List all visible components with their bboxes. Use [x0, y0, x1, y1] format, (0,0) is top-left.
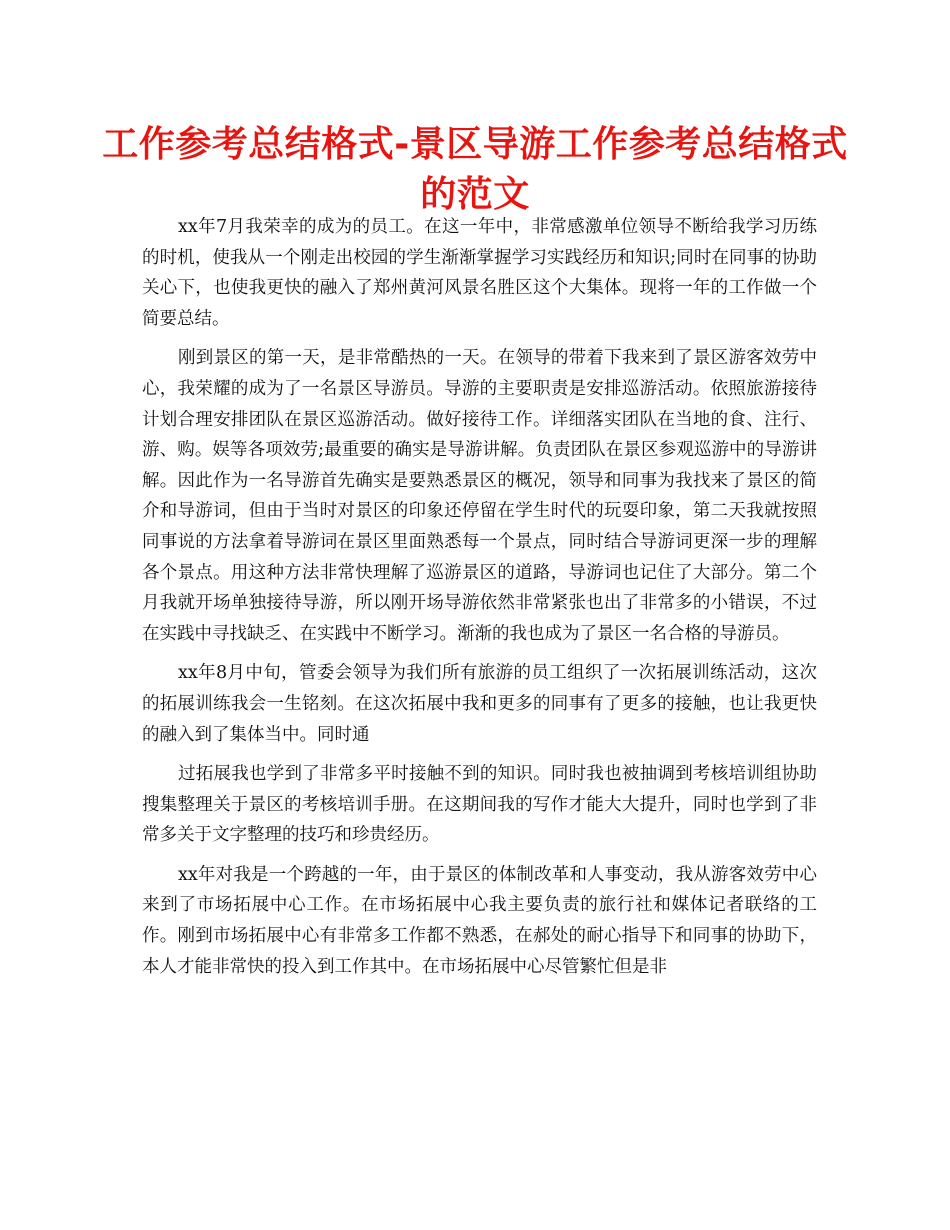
paragraph-2: 刚到景区的第一天，是非常酷热的一天。在领导的带着下我来到了景区游客效劳中心，我荣耀的成为了一名景区导游员。导游的主要职责是安排巡游活动。依照旅游接待计划合理安排团队在景区巡游活动。做好接待工作。详细落实团队在当地的食、注行、游、购。娱等各项效劳;最重要的确实是导游讲解。负责团队在景区参观巡游中的导游讲解。因此作为一名导游首先确实是要熟悉景区的概况，领导和同事为我找来了景区的简介和导游词，但由于当时对景区的印象还停留在学生时代的玩耍印象，第二天我就按照同事说的方法拿着导游词在景区里面熟悉每一个景点，同时结合导游词更深一步的理解各个景点。用这种方法非常快理解了巡游景区的道路，导游词也记住了大部分。第二个月我就开场单独接待导游，所以刚开场导游依然非常紧张也出了非常多的小错误，不过在实践中寻找缺乏、在实践中不断学习。渐渐的我也成为了景区一名合格的导游员。: [142, 348, 817, 644]
paragraph-5: xx年对我是一个跨越的一年，由于景区的体制改革和人事变动，我从游客效劳中心来到了市场拓展中心工作。在市场拓展中心我主要负责的旅行社和媒体记者联络的工作。刚到市场拓展中心有非常多工作都不熟悉，在郝处的耐心指导下和同事的协助下，本人才能非常快的投入到工作其中。在市场拓展中心尽管繁忙但是非: [142, 864, 817, 977]
paragraph-4: 过拓展我也学到了非常多平时接触不到的知识。同时我也被抽调到考核培训组协助搜集整理关于景区的考核培训手册。在这期间我的写作才能大大提升，同时也学到了非常多关于文字整理的技巧和珍贵经历。: [142, 764, 817, 846]
paragraph-1: xx年7月我荣幸的成为的员工。在这一年中，非常感激单位领导不断给我学习历练的时机，使我从一个刚走出校园的学生渐渐掌握学习实践经历和知识;同时在同事的协助关心下，也使我更快的融入了郑州黄河风景名胜区这个大集体。现将一年的工作做一个简要总结。: [142, 217, 817, 329]
document-body: [142, 212, 817, 991]
document-title: 工作参考总结格式-景区导游工作参考总结格式的范文: [102, 124, 848, 215]
paragraph-3: xx年8月中旬，管委会领导为我们所有旅游的员工组织了一次拓展训练活动，这次的拓展训练我会一生铭刻。在这次拓展中我和更多的同事有了更多的接触，也让我更快的融入到了集体当中。同时通: [142, 663, 817, 745]
